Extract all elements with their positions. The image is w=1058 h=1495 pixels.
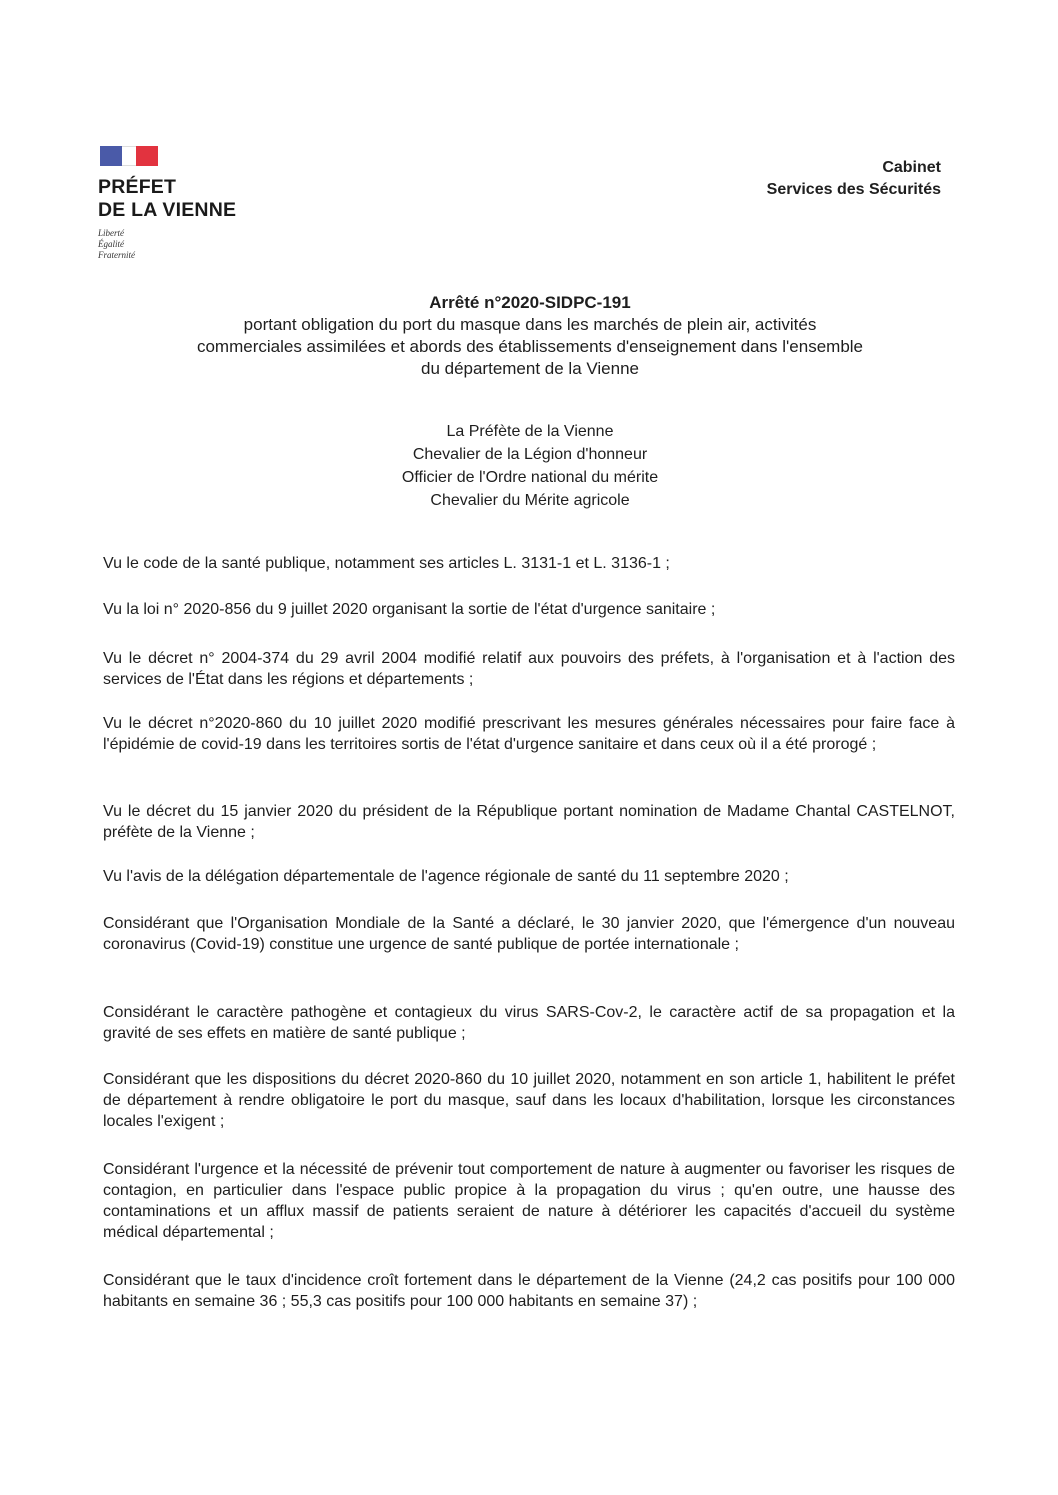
- service-line-2: Services des Sécurités: [766, 181, 941, 198]
- authority-line-4: Chevalier du Mérite agricole: [430, 492, 630, 509]
- visa-decret-nomination: Vu le décret du 15 janvier 2020 du président de la République portant nomination de Madame Chantal CASTELNOT, préfète de la Vienne ;: [103, 803, 955, 841]
- motto-fraternite: Fraternité: [98, 250, 135, 260]
- authority-line-1: La Préfète de la Vienne: [446, 423, 614, 440]
- service-line-1: Cabinet: [882, 159, 941, 176]
- considerant-urgence: Considérant l'urgence et la nécessité de prévenir tout comportement de nature à augmenter ou favoriser les risques de contagion, en particulier dans l'espace public propice à la propagation du virus ; qu'en outre, une hausse des contaminations et un afflux massif de patients seraient de nature à détériorer les capacités d'accueil du système médical départemental ;: [103, 1161, 955, 1241]
- considerant-oms: Considérant que l'Organisation Mondiale de la Santé a déclaré, le 30 janvier 2020, que l'émergence d'un nouveau coronavirus (Covid-19) constitue une urgence de santé publique de portée internationale ;: [103, 915, 955, 953]
- arrete-title: [100, 292, 960, 380]
- arrete-subtitle-line-1: portant obligation du port du masque dans les marchés de plein air, activités: [243, 315, 817, 334]
- motto-egalite: Égalité: [98, 239, 124, 249]
- logo-line-2: DE LA VIENNE: [98, 199, 237, 221]
- visa-loi-2020-856: Vu la loi n° 2020-856 du 9 juillet 2020 organisant la sortie de l'état d'urgence sanitaire ;: [103, 601, 716, 618]
- visa-decret-2020-860: Vu le décret n°2020-860 du 10 juillet 2020 modifié prescrivant les mesures générales nécessaires pour faire face à l'épidémie de covid-19 dans les territoires sortis de l'état d'urgence sanitaire et dans ceux où il a été prorogé ;: [103, 715, 955, 753]
- considerant-pathogene: Considérant le caractère pathogène et contagieux du virus SARS-Cov-2, le caractère actif de sa propagation et la gravité de ses effets en matière de santé publique ;: [103, 1004, 955, 1042]
- arrete-subtitle-line-2: commerciales assimilées et abords des établissements d'enseignement dans l'ensemble: [196, 337, 864, 356]
- marianne-flag-icon: [100, 146, 160, 166]
- prefecture-logo: [98, 146, 298, 261]
- visa-decret-2004-374: Vu le décret n° 2004-374 du 29 avril 2004 modifié relatif aux pouvoirs des préfets, à l'organisation et à l'action des services de l'État dans les régions et départements ;: [103, 650, 955, 688]
- issuing-service: [767, 157, 941, 201]
- republic-motto: [98, 228, 298, 261]
- considerant-decret-2020-860: Considérant que les dispositions du décret 2020-860 du 10 juillet 2020, notamment en son article 1, habilitent le préfet de département à rendre obligatoire le port du masque, sauf dans les locaux d'habilitation, lorsque les circonstances locales l'exigent ;: [103, 1071, 955, 1130]
- arrete-subtitle-line-3: du département de la Vienne: [420, 359, 640, 378]
- visa-avis-ars: Vu l'avis de la délégation départementale de l'agence régionale de santé du 11 septembre 2020 ;: [103, 868, 789, 885]
- considerant-taux-incidence: Considérant que le taux d'incidence croît fortement dans le département de la Vienne (24,2 cas positifs pour 100 000 habitants en semaine 36 ; 55,3 cas positifs pour 100 000 habitants en semaine 37) ;: [103, 1272, 955, 1310]
- visa-code-sante: Vu le code de la santé publique, notamment ses articles L. 3131-1 et L. 3136-1 ;: [103, 555, 670, 572]
- arrete-number: Arrêté n°2020-SIDPC-191: [429, 293, 631, 312]
- authority-line-3: Officier de l'Ordre national du mérite: [401, 469, 659, 486]
- authority-line-2: Chevalier de la Légion d'honneur: [412, 446, 648, 463]
- logo-line-1: PRÉFET: [98, 176, 177, 198]
- motto-liberte: Liberté: [98, 228, 124, 238]
- authority-block: [300, 420, 760, 512]
